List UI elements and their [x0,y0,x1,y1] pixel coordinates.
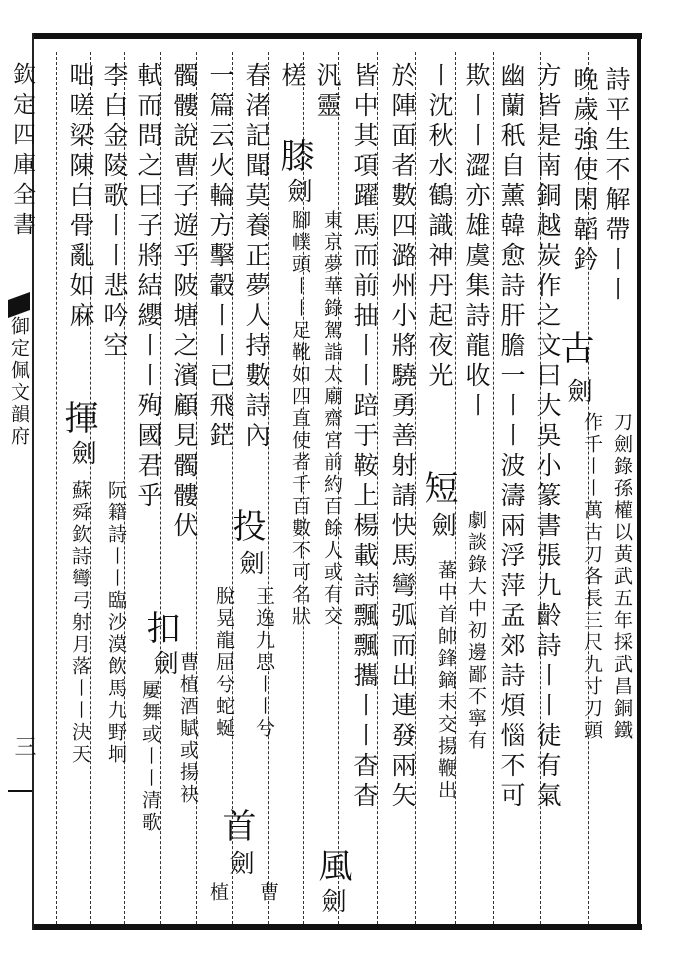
text-column: 於陣面者數四潞州小將驍勇善射請快馬彎弧而出連發兩矢 [388,62,417,812]
text-column: 晚歲強使閑韜鈐 [570,66,599,276]
frame-right-border [637,33,641,930]
annotation-column: 脫晃龍屈兮蛇蜒 [213,586,235,740]
entry-heading-label: 劍 [150,650,179,680]
text-column: 欺〡〡澀亦雄虞集詩龍收〡 [462,62,491,422]
annotation-column: 作千〡〡萬古刀各長三尺九寸刀頭 [581,412,603,742]
text-column: 〡沈秋水鶴識神丹起夜光 [425,62,454,392]
text-column: 幽蘭秖自薰韓愈詩肝膽一〡〡波濤兩浮萍孟郊詩煩惱不可 [497,62,526,812]
text-column: 咄嗟梁陳白骨亂如麻 [66,62,95,332]
text-column: 春渚記聞莫養正夢人持數詩內 [242,62,271,452]
text-column: 詩平生不解帶〡〡 [602,66,631,306]
margin-fishtail-marker [8,292,30,318]
text-column: 髑髏說曹子遊乎陂塘之濱顧見髑髏伏 [170,62,199,542]
frame-top-border [32,33,642,39]
margin-work-title: 御定佩文韻府 [8,316,30,448]
entry-heading: 投 [226,508,266,546]
text-column: 李白金陵歌〡〡悲吟空 [100,62,129,362]
text-column: 軾而問之曰子將結纓〡〡殉國君乎 [134,62,163,512]
text-column: 槎 [278,62,307,92]
annotation-column: 曹 [257,882,279,904]
page-number-rule [8,790,32,792]
entry-heading-label: 劍 [236,550,265,580]
annotation-column: 曹植酒賦或揚袂 [177,652,199,806]
annotation-column: 刀劍錄孫權以黃武五年採武昌銅鐵 [611,412,633,742]
annotation-column: 王逸九思〡〡兮 [253,586,275,740]
entry-heading: 膝 [274,138,314,176]
column-rule [56,52,57,924]
entry-heading: 風 [312,848,352,886]
annotation-column: 屢舞或〡〡清歌 [139,680,161,834]
annotation-column: 植 [207,882,229,904]
entry-heading-label: 劍 [564,378,593,408]
entry-heading: 扣 [140,610,180,648]
text-column: 皆中其項躍馬而前抽〡〡踣于鞍上楊載詩飄飄攜〡〡杳杳 [350,62,379,812]
entry-heading-label: 劍 [318,888,347,918]
entry-heading: 古 [554,330,594,368]
annotation-column: 東京夢華錄駕詣太廟齋宮前約百餘人或有交 [321,210,343,628]
text-column: 方皆是南銅越炭作之文曰大吳小篆書張九齡詩〡〡徒有氣 [533,62,562,812]
entry-heading-label: 劍 [284,178,313,208]
annotation-column: 蕃中首帥鋒鏑未交揚鞭出 [435,560,457,802]
text-column: 汎靈 [313,62,342,122]
frame-bottom-border [32,924,642,930]
annotation-column: 阮籍詩〡〡臨沙漠飲馬九野坰 [105,480,127,766]
entry-heading: 短 [418,470,458,508]
page-number: 三 [11,735,36,757]
entry-heading-label: 劍 [68,440,97,470]
annotation-column: 劇談錄大中初邊鄙不寧有 [465,510,487,752]
margin-book-title: 欽定四庫全書 [9,62,35,242]
text-column: 一篇云火輪方擊轂〡〡已飛鋩 [206,62,235,452]
annotation-column: 腳幞頭〡〡足靴如四直使者千百數不可名狀 [289,210,311,628]
entry-heading-label: 劍 [226,850,255,880]
entry-heading: 揮 [58,400,98,438]
annotation-column: 蘇舜欽詩彎弓射月落〡〡決天 [69,480,91,766]
column-rule [493,52,494,924]
entry-heading-label: 劍 [428,512,457,542]
entry-heading: 首 [216,808,256,846]
